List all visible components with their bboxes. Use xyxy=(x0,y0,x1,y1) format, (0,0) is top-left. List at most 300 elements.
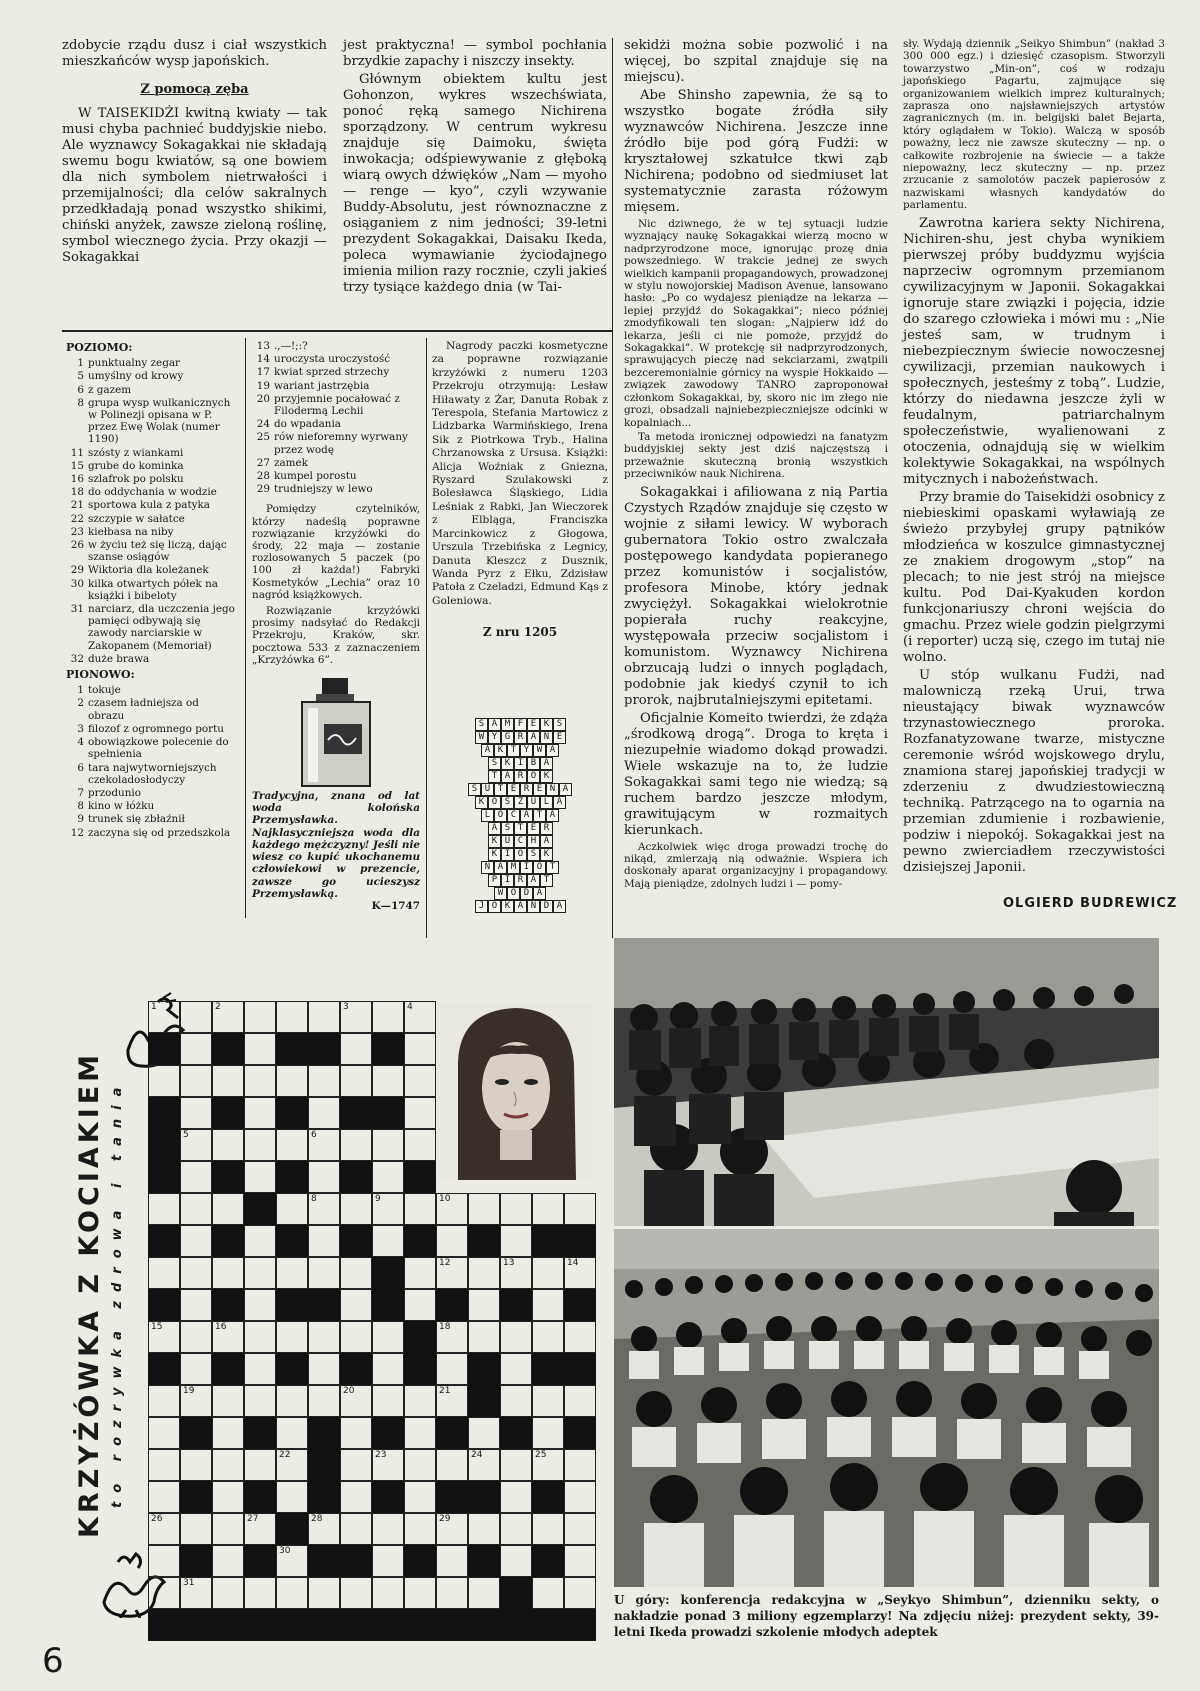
crossword-cell[interactable] xyxy=(532,1513,564,1545)
clue-number: 24 xyxy=(256,418,270,431)
crossword-cell[interactable] xyxy=(436,1545,468,1577)
crossword-cell[interactable] xyxy=(372,1321,404,1353)
crossword-cell[interactable] xyxy=(276,1449,308,1481)
crossword-block xyxy=(340,1353,372,1385)
crossword-cell[interactable] xyxy=(564,1513,596,1545)
crossword-cell[interactable] xyxy=(148,1449,180,1481)
crossword-block xyxy=(436,1289,468,1321)
clue-item xyxy=(66,513,238,525)
column-2 xyxy=(343,38,607,298)
crossword-cell[interactable] xyxy=(308,1129,340,1161)
cell-number: 21 xyxy=(439,1386,451,1396)
crossword-cell[interactable] xyxy=(532,1289,564,1321)
clue-item xyxy=(66,526,238,538)
solution-letter: Y xyxy=(488,731,501,744)
clue-number: 31 xyxy=(70,603,84,616)
crossword-cell[interactable] xyxy=(500,1321,532,1353)
crossword-cell[interactable] xyxy=(468,1193,500,1225)
solution-letter: T xyxy=(494,783,507,796)
crossword-cell[interactable] xyxy=(276,1481,308,1513)
crossword-cell[interactable] xyxy=(244,1129,276,1161)
crossword-cell[interactable] xyxy=(212,1385,244,1417)
column-3 xyxy=(624,38,888,892)
crossword-cell[interactable] xyxy=(148,1577,180,1609)
crossword-cell[interactable] xyxy=(372,1193,404,1225)
crossword-cell[interactable] xyxy=(148,1513,180,1545)
crossword-cell[interactable] xyxy=(244,1449,276,1481)
paragraph: Aczkolwiek więc droga prowadzi trochę do nikąd, zmierzają nią odważnie. Wspiera ich doskonały aparat organizacyjny i propagandowy. Mają pieniądze, zdolnych ludzi i — pomy- xyxy=(624,840,888,890)
clue-text: Wiktoria dla koleżanek xyxy=(88,564,209,577)
crossword-cell[interactable] xyxy=(212,1449,244,1481)
crossword-cell[interactable] xyxy=(340,1513,372,1545)
crossword-cell[interactable] xyxy=(404,1001,436,1033)
crossword-cell[interactable] xyxy=(404,1065,436,1097)
column-4 xyxy=(903,38,1165,878)
crossword-block xyxy=(564,1609,596,1641)
crossword-cell[interactable] xyxy=(468,1449,500,1481)
solution-letter: G xyxy=(501,731,514,744)
divider xyxy=(245,338,246,918)
crossword-block xyxy=(276,1097,308,1129)
solution-letter: R xyxy=(520,783,533,796)
crossword-cell[interactable] xyxy=(180,1577,212,1609)
crossword-cell[interactable] xyxy=(404,1481,436,1513)
section-heading: Z pomocą zęba xyxy=(140,82,249,97)
clue-number: 1 xyxy=(77,357,84,370)
cell-number: 13 xyxy=(503,1258,515,1268)
crossword-cell[interactable] xyxy=(148,1257,180,1289)
crossword-cell[interactable] xyxy=(372,1001,404,1033)
crossword-cell[interactable] xyxy=(340,1449,372,1481)
crossword-block xyxy=(308,1449,340,1481)
crossword-cell[interactable] xyxy=(564,1545,596,1577)
solution-letter: C xyxy=(507,809,520,822)
crossword-cell[interactable] xyxy=(244,1385,276,1417)
clue-item xyxy=(66,397,238,446)
crossword-cell[interactable] xyxy=(244,1001,276,1033)
solution-letter: T xyxy=(533,809,546,822)
crossword-cell[interactable] xyxy=(532,1449,564,1481)
solution-letter: E xyxy=(533,783,546,796)
solution-letter: W xyxy=(494,887,507,900)
crossword-cell[interactable] xyxy=(372,1225,404,1257)
solution-letter: A xyxy=(501,770,514,783)
crossword-cell[interactable] xyxy=(500,1193,532,1225)
crossword-cell[interactable] xyxy=(468,1321,500,1353)
crossword-cell[interactable] xyxy=(212,1545,244,1577)
crossword-block xyxy=(212,1609,244,1641)
crossword-cell[interactable] xyxy=(308,1001,340,1033)
crossword-cell[interactable] xyxy=(212,1193,244,1225)
crossword-cell[interactable] xyxy=(244,1289,276,1321)
solution-letter: B xyxy=(527,757,540,770)
crossword-cell[interactable] xyxy=(212,1481,244,1513)
crossword-cell[interactable] xyxy=(564,1449,596,1481)
crossword-cell[interactable] xyxy=(340,1065,372,1097)
crossword-cell[interactable] xyxy=(308,1065,340,1097)
clue-text: kumpel porostu xyxy=(274,470,357,483)
solution-letter: C xyxy=(514,835,527,848)
crossword-cell[interactable] xyxy=(308,1385,340,1417)
solution-letter: S xyxy=(527,848,540,861)
crossword-cell[interactable] xyxy=(212,1321,244,1353)
cell-number: 26 xyxy=(151,1514,163,1524)
clue-text: grube do kominka xyxy=(88,459,184,472)
cologne-bottle-image xyxy=(252,676,420,788)
woman-portrait-photo xyxy=(438,1002,592,1180)
crossword-cell[interactable] xyxy=(340,1129,372,1161)
crossword-block xyxy=(564,1353,596,1385)
crossword-cell[interactable] xyxy=(276,1129,308,1161)
crossword-block xyxy=(148,1353,180,1385)
solution-letter: O xyxy=(507,887,520,900)
crossword-cell[interactable] xyxy=(212,1129,244,1161)
clue-text: grupa wysp wulkanicznych w Polinezji opisana w P. przez Ewę Wolak (numer 1190) xyxy=(88,396,231,446)
clue-item xyxy=(66,684,238,696)
crossword-cell[interactable] xyxy=(276,1257,308,1289)
solution-letter: R xyxy=(540,822,553,835)
crossword-cell[interactable] xyxy=(148,1545,180,1577)
crossword-cell[interactable] xyxy=(276,1321,308,1353)
clue-text: uroczysta uroczystość xyxy=(274,353,391,366)
crossword-cell[interactable] xyxy=(212,1001,244,1033)
crossword-block xyxy=(404,1545,436,1577)
crossword-cell[interactable] xyxy=(532,1321,564,1353)
crossword-cell[interactable] xyxy=(180,1161,212,1193)
crossword-cell[interactable] xyxy=(404,1129,436,1161)
crossword-cell[interactable] xyxy=(404,1385,436,1417)
crossword-cell[interactable] xyxy=(468,1417,500,1449)
clue-number: 30 xyxy=(70,577,84,590)
crossword-block xyxy=(500,1577,532,1609)
crossword-block xyxy=(148,1129,180,1161)
crossword-cell[interactable] xyxy=(436,1353,468,1385)
crossword-cell[interactable] xyxy=(244,1097,276,1129)
solution-letter: A xyxy=(481,744,494,757)
solution-letter: T xyxy=(540,874,553,887)
crossword-cell[interactable] xyxy=(468,1289,500,1321)
crossword-cell[interactable] xyxy=(180,1321,212,1353)
clue-number: 18 xyxy=(70,486,84,499)
clue-number: 32 xyxy=(70,652,84,665)
crossword-cell[interactable] xyxy=(180,1513,212,1545)
crossword-cell[interactable] xyxy=(308,1353,340,1385)
solution-letter: U xyxy=(481,783,494,796)
crossword-cell[interactable] xyxy=(532,1577,564,1609)
solution-letter: H xyxy=(527,835,540,848)
crossword-cell[interactable] xyxy=(180,1385,212,1417)
crossword-cell[interactable] xyxy=(308,1321,340,1353)
crossword-cell[interactable] xyxy=(148,1481,180,1513)
clue-item xyxy=(66,486,238,498)
cell-number: 3 xyxy=(343,1002,349,1012)
crossword-cell[interactable] xyxy=(436,1513,468,1545)
crossword-cell[interactable] xyxy=(500,1449,532,1481)
crossword-cell[interactable] xyxy=(500,1385,532,1417)
crossword-cell[interactable] xyxy=(404,1257,436,1289)
solution-letter: K xyxy=(475,796,488,809)
crossword-cell[interactable] xyxy=(372,1513,404,1545)
paragraph: zdobycie rządu dusz i ciał wszystkich mieszkańców wysp japońskich. xyxy=(62,38,327,69)
paragraph: sekidżi można sobie pozwolić i na więcej, bo szpital znajduje się na miejscu). xyxy=(624,38,888,85)
clue-number: 9 xyxy=(77,813,84,826)
clue-item xyxy=(252,353,420,365)
crossword-cell[interactable] xyxy=(404,1193,436,1225)
crossword-block xyxy=(340,1609,372,1641)
solution-letter: A xyxy=(527,874,540,887)
clue-text: .,—!;:? xyxy=(274,340,308,352)
crossword-cell[interactable] xyxy=(148,1065,180,1097)
solution-letter: T xyxy=(514,822,527,835)
crossword-cell[interactable] xyxy=(180,1001,212,1033)
crossword-cell[interactable] xyxy=(308,1193,340,1225)
clue-item xyxy=(66,736,238,760)
crossword-block xyxy=(244,1417,276,1449)
crossword-cell[interactable] xyxy=(372,1545,404,1577)
crossword-cell[interactable] xyxy=(180,1353,212,1385)
crossword-cell[interactable] xyxy=(148,1417,180,1449)
crossword-cell[interactable] xyxy=(372,1449,404,1481)
solution-letter: K xyxy=(488,835,501,848)
crossword-cell[interactable] xyxy=(340,1417,372,1449)
crossword-cell[interactable] xyxy=(180,1097,212,1129)
crossword-cell[interactable] xyxy=(340,1033,372,1065)
crossword-block xyxy=(276,1225,308,1257)
crossword-cell[interactable] xyxy=(148,1001,180,1033)
solution-letter: S xyxy=(501,822,514,835)
divider xyxy=(62,330,612,332)
crossword-cell[interactable] xyxy=(308,1577,340,1609)
crossword-cell[interactable] xyxy=(340,1385,372,1417)
crossword-cell[interactable] xyxy=(404,1417,436,1449)
crossword-block xyxy=(340,1097,372,1129)
cell-number: 19 xyxy=(183,1386,195,1396)
crossword-cell[interactable] xyxy=(500,1225,532,1257)
crossword-cell[interactable] xyxy=(340,1577,372,1609)
crossword-cell[interactable] xyxy=(436,1257,468,1289)
crossword-cell[interactable] xyxy=(404,1097,436,1129)
crossword-cell[interactable] xyxy=(180,1193,212,1225)
crossword-cell[interactable] xyxy=(180,1257,212,1289)
solution-letter: Y xyxy=(520,744,533,757)
crossword-cell[interactable] xyxy=(436,1321,468,1353)
crossword-cell[interactable] xyxy=(564,1193,596,1225)
crossword-cell[interactable] xyxy=(436,1449,468,1481)
crossword-cell[interactable] xyxy=(500,1353,532,1385)
clues-column-2 xyxy=(252,340,420,912)
crossword-cell[interactable] xyxy=(436,1385,468,1417)
crossword-cell[interactable] xyxy=(148,1321,180,1353)
solution-letter: S xyxy=(475,718,488,731)
crossword-cell[interactable] xyxy=(244,1513,276,1545)
paragraph: Przy bramie do Taisekidżi osobnicy z niebieskimi opaskami wyławiają ze świeżo przybyłej grupy pątników młodzieńca w koszulce gimnastycznej ze znakiem drogowym „stop” na plecach; to nie jest strój na miejsce kultu. Pod Dai-Kyakuden kordon funkcjonariuszy chroni wejścia do gmachu. Przez wiele godzin pielgrzymi (i reporter) uczą się, czego im tutaj nie wolno. xyxy=(903,489,1165,665)
crossword-cell[interactable] xyxy=(276,1577,308,1609)
solution-letter: N xyxy=(527,900,540,913)
winners-text: Nagrody paczki kosmetyczne za poprawne rozwiązanie krzyżówki z numeru 1203 Przekroju otrzymują: Lesław Hiławaty z Żar, Danuta Robak z Terespola, Stefania Martowicz z Lidzbarka Warmińskiego, Irena Sik z Piotrkowa Tryb., Halina Chrzanowska z Ursusa. Książki: Alicja Woźniak z Gniezna, Ryszard Szulakowski z Bolesławca Śląskiego, Lidia Leśniak z Rabki, Jan Wieczorek z Elbląga, Franciszka Marcinkowicz z Głogowa, Urszula Trzebińska z Legnicy, Danuta Kleszcz z Dusznik, Wanda Pyrz z Ełku, Zdzisław Patoła z Czeladzi, Edmund Kąs z Goleniowa. xyxy=(432,340,608,607)
crossword-cell[interactable] xyxy=(244,1225,276,1257)
crossword-cell[interactable] xyxy=(180,1129,212,1161)
crossword-cell[interactable] xyxy=(180,1449,212,1481)
clue-item xyxy=(66,578,238,602)
crossword-cell[interactable] xyxy=(372,1161,404,1193)
crossword-cell[interactable] xyxy=(180,1225,212,1257)
crossword-cell[interactable] xyxy=(404,1289,436,1321)
crossword-cell[interactable] xyxy=(244,1353,276,1385)
crossword-cell[interactable] xyxy=(212,1417,244,1449)
crossword-cell[interactable] xyxy=(404,1449,436,1481)
crossword-cell[interactable] xyxy=(212,1257,244,1289)
crossword-cell[interactable] xyxy=(180,1065,212,1097)
crossword-cell[interactable] xyxy=(340,1257,372,1289)
crossword-cell[interactable] xyxy=(308,1097,340,1129)
crossword-cell[interactable] xyxy=(244,1321,276,1353)
crossword-cell[interactable] xyxy=(340,1001,372,1033)
crossword-cell[interactable] xyxy=(212,1513,244,1545)
crossword-cell[interactable] xyxy=(340,1481,372,1513)
crossword-cell[interactable] xyxy=(308,1513,340,1545)
crossword-cell[interactable] xyxy=(180,1033,212,1065)
crossword-cell[interactable] xyxy=(276,1065,308,1097)
crossword-cell[interactable] xyxy=(532,1385,564,1417)
crossword-cell[interactable] xyxy=(244,1577,276,1609)
clue-text: trunek się zbłaźnił xyxy=(88,813,185,826)
crossword-cell[interactable] xyxy=(500,1513,532,1545)
solution-letter: M xyxy=(507,861,520,874)
crossword-cell[interactable] xyxy=(308,1225,340,1257)
crossword-cell[interactable] xyxy=(276,1545,308,1577)
crossword-block xyxy=(148,1289,180,1321)
crossword-cell[interactable] xyxy=(244,1065,276,1097)
solution-letter: I xyxy=(501,848,514,861)
crossword-block xyxy=(212,1097,244,1129)
crossword-cell[interactable] xyxy=(564,1481,596,1513)
clue-item xyxy=(252,340,420,352)
crossword-block xyxy=(148,1161,180,1193)
cell-number: 6 xyxy=(311,1130,317,1140)
crossword-cell[interactable] xyxy=(532,1257,564,1289)
crossword-block xyxy=(308,1545,340,1577)
cell-number: 20 xyxy=(343,1386,355,1396)
crossword-cell[interactable] xyxy=(276,1001,308,1033)
solution-letter: D xyxy=(540,900,553,913)
clue-item xyxy=(252,393,420,417)
crossword-cell[interactable] xyxy=(532,1417,564,1449)
cell-number: 15 xyxy=(151,1322,163,1332)
clue-text: tara najwytworniejszych czekoladosłodyczy xyxy=(88,761,217,786)
crossword-block xyxy=(372,1289,404,1321)
crossword-cell[interactable] xyxy=(372,1577,404,1609)
crossword-cell[interactable] xyxy=(404,1033,436,1065)
crossword-block xyxy=(180,1545,212,1577)
crossword-cell[interactable] xyxy=(276,1193,308,1225)
clue-text: z gazem xyxy=(88,383,132,396)
crossword-cell[interactable] xyxy=(372,1353,404,1385)
solution-letter: L xyxy=(481,809,494,822)
ad-caption: Tradycyjna, znana od lat woda kolońska Przemysławka. Najklasyczniejsza woda dla każdego mężczyzny! Jeśli nie wiesz co kupić ukochanemu człowiekowi w prezencie, zawsze go ucieszysz Przemysławką. xyxy=(252,790,420,900)
paragraph: Oficjalnie Komeito twierdzi, że zdąża „środkową drogą”. Droga to kręta i niezupełnie wiadomo dokąd prowadzi. Wiele wskazuje na to, że ludzie Sokagakkai sami tego nie wiedzą; są ruchem bardzo jeszcze młodym, grawitującym w rozmaitych kierunkach. xyxy=(624,710,888,838)
crossword-cell[interactable] xyxy=(372,1385,404,1417)
clue-number: 8 xyxy=(77,800,84,813)
crossword-block xyxy=(372,1033,404,1065)
crossword-cell[interactable] xyxy=(212,1577,244,1609)
crossword-cell[interactable] xyxy=(244,1033,276,1065)
cell-number: 12 xyxy=(439,1258,451,1268)
crossword-cell[interactable] xyxy=(308,1257,340,1289)
crossword-cell[interactable] xyxy=(564,1385,596,1417)
crossword-cell[interactable] xyxy=(532,1193,564,1225)
crossword-cell[interactable] xyxy=(244,1257,276,1289)
crossword-cell[interactable] xyxy=(436,1193,468,1225)
crossword-cell[interactable] xyxy=(276,1417,308,1449)
crossword-block xyxy=(372,1097,404,1129)
winners-column xyxy=(432,340,608,646)
paragraph: Abe Shinsho zapewnia, że są to wszystko bogate źródła siły wyznawców Nichirena. Jeszcze inne źródło bije pod górą Fudżi: w kryształowej szkatułce tkwi ząb Nichirena; podobno od siedmiuset lat systematycznie zarasta różowym mięsem. xyxy=(624,88,888,215)
crossword-cell[interactable] xyxy=(468,1257,500,1289)
crossword-cell[interactable] xyxy=(148,1193,180,1225)
cell-number: 29 xyxy=(439,1514,451,1524)
solution-letter: L xyxy=(540,796,553,809)
crossword-cell[interactable] xyxy=(404,1513,436,1545)
crossword-cell[interactable] xyxy=(436,1225,468,1257)
solution-letter: O xyxy=(488,796,501,809)
crossword-cell[interactable] xyxy=(564,1257,596,1289)
crossword-cell[interactable] xyxy=(148,1385,180,1417)
crossword-cell[interactable] xyxy=(340,1289,372,1321)
photo-caption: U góry: konferencja redakcyjna w „Seykyo Shimbun”, dzienniku sekty, o nakładzie ponad 3 miliony egzemplarzy! Na zdjęciu niżej: prezydent sekty, 39-letni Ikeda prowadzi szkolenie młodych adeptek xyxy=(614,1593,1159,1639)
cell-number: 27 xyxy=(247,1514,259,1524)
crossword-cell[interactable] xyxy=(244,1161,276,1193)
crossword-cell[interactable] xyxy=(500,1257,532,1289)
solution-letter: A xyxy=(553,900,566,913)
crossword-block xyxy=(308,1289,340,1321)
crossword-cell[interactable] xyxy=(212,1065,244,1097)
crossword-cell[interactable] xyxy=(468,1513,500,1545)
crossword-cell[interactable] xyxy=(372,1129,404,1161)
clue-number: 23 xyxy=(70,525,84,538)
crossword-block xyxy=(532,1353,564,1385)
solution-letter: A xyxy=(488,718,501,731)
crossword-cell[interactable] xyxy=(468,1577,500,1609)
solution-letter: A xyxy=(494,861,507,874)
crossword-cell[interactable] xyxy=(564,1577,596,1609)
crossword-cell[interactable] xyxy=(404,1577,436,1609)
paragraph: Nic dziwnego, że w tej sytuacji ludzie wyznający naukę Sokagakkai wierzą mocno w nadprzyrodzone moce, ignorując prozę dnia powszedniego. W trakcie jednej ze swych wielkich kampanii propagandowych, prowadzonej w stylu nowojorskiej Madison Avenue, lansowano hasło: „Po co wydajesz pieniądze na lekarza — lepiej przyjdź do Sokagakkai”; nieco później zmodyfikowali ten slogan: „Najpierw idź do lekarza, jeśli ci nie pomoże, przyjdź do Sokagakkai”. W protekcję sił nadprzyrodzonych, sprawujących pieczę nad sekciarzami, zwątpili bezceremonialnie górnicy na wyspie Hokkaido — związek zawodowy TANRO zaproponował członkom Sokagakkai, by, skoro nic im złego nie grozi, obsadzali najniebezpieczniejsze odcinki w kopalniach... xyxy=(624,218,888,429)
solution-letter: A xyxy=(546,809,559,822)
crossword-cell[interactable] xyxy=(436,1577,468,1609)
clue-text: do oddychania w wodzie xyxy=(88,486,217,499)
clue-text: kwiat sprzed strzechy xyxy=(274,366,390,379)
crossword-cell[interactable] xyxy=(564,1321,596,1353)
small-text-block xyxy=(624,841,888,891)
crossword-block xyxy=(436,1609,468,1641)
clue-number: 28 xyxy=(256,470,270,483)
ad-code: K—1747 xyxy=(371,899,420,912)
crossword-cell[interactable] xyxy=(372,1065,404,1097)
crossword-cell[interactable] xyxy=(276,1385,308,1417)
crossword-cell[interactable] xyxy=(308,1161,340,1193)
crossword-block xyxy=(404,1161,436,1193)
crossword-cell[interactable] xyxy=(340,1321,372,1353)
crossword-cell[interactable] xyxy=(340,1193,372,1225)
crossword-block xyxy=(244,1609,276,1641)
clue-item xyxy=(66,460,238,472)
small-text-block xyxy=(624,218,888,481)
crossword-cell[interactable] xyxy=(500,1481,532,1513)
crossword-cell[interactable] xyxy=(500,1545,532,1577)
solution-letter: A xyxy=(514,900,527,913)
clue-item xyxy=(66,447,238,459)
crossword-cell[interactable] xyxy=(180,1289,212,1321)
